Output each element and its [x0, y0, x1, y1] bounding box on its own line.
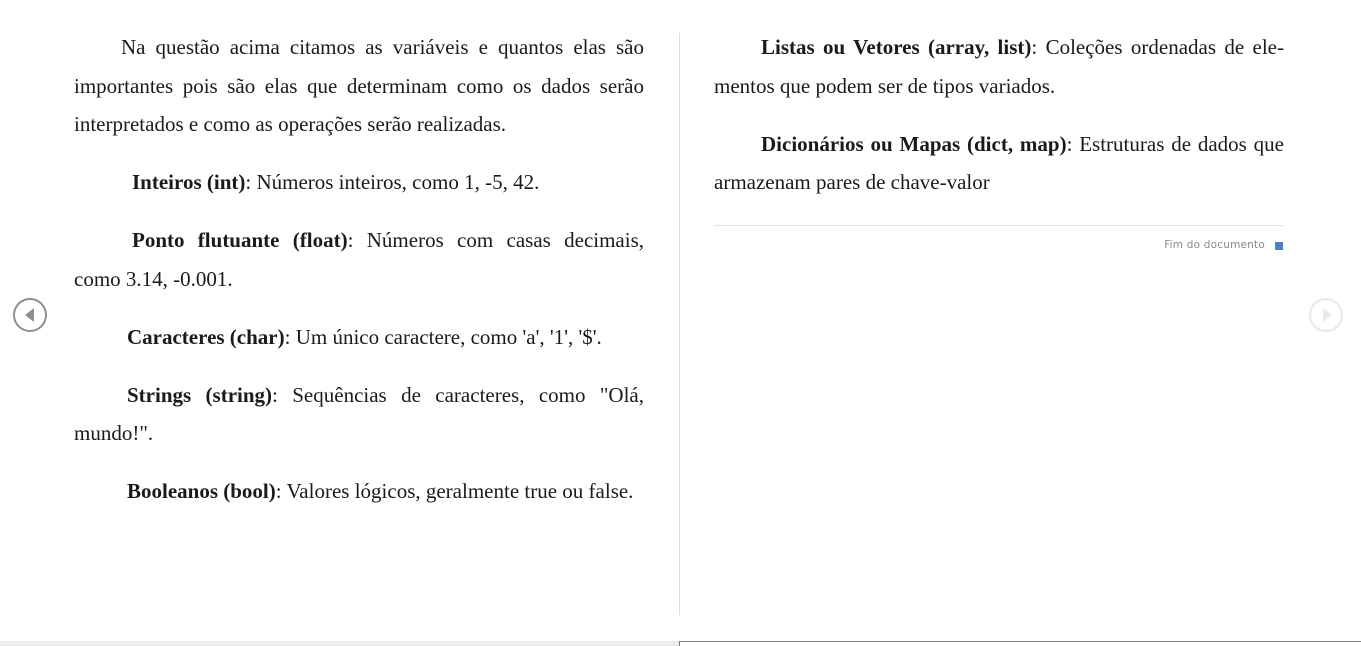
paragraph-dicionarios [714, 125, 1284, 202]
desc-inteiros: : Números inteiros, como 1, -5, 42. [245, 170, 540, 194]
term-listas: Listas ou Vetores (array, list) [761, 35, 1032, 59]
scrollbar-thumb[interactable] [679, 641, 1361, 646]
paragraph-caracteres [74, 318, 644, 357]
page-divider [679, 33, 680, 615]
chevron-right-icon [1311, 300, 1341, 330]
desc-caracteres: : Um único caractere, como 'a', '1', '$'. [284, 324, 602, 349]
intro-paragraph: Na questão acima citamos as variáveis e quantos elas são importantes pois são elas que determinam como os dados serão interpretados e como as operações serão realizadas. [74, 35, 644, 136]
desc-listas: : Coleções ordenadas de elementos que podem ser de tipos variados. [714, 35, 1284, 98]
end-of-document-marker-icon [1275, 242, 1283, 250]
paragraph-ponto-flutuante [74, 221, 644, 298]
paragraph-listas [714, 28, 1284, 105]
paragraph-inteiros [74, 163, 644, 202]
term-inteiros: Inteiros (int) [132, 170, 246, 194]
desc-dicionarios: : Estruturas de dados que armazenam pares de chave-valor [714, 131, 1284, 194]
desc-strings: : Sequências de caracteres, como "Olá, mundo!". [74, 382, 644, 445]
term-caracteres: Caracteres (char) [127, 324, 285, 349]
previous-page-button[interactable] [13, 298, 47, 332]
chevron-left-icon [15, 300, 45, 330]
term-dicionarios: Dicionários ou Mapas (dict, map) [761, 131, 1067, 156]
term-ponto-flutuante: Ponto flutuante (float) [132, 228, 348, 252]
paragraph-strings [74, 376, 644, 453]
next-page-button[interactable] [1309, 298, 1343, 332]
page-left [74, 28, 644, 511]
page-right [714, 28, 1284, 202]
desc-ponto-flutuante: : Números com casas decimais, como 3.14, -0.001. [74, 228, 645, 291]
paragraph-booleanos [74, 472, 644, 511]
end-of-document-rule [714, 225, 1284, 226]
term-strings: Strings (string) [127, 382, 273, 407]
desc-booleanos: : Valores lógicos, geralmente true ou false. [275, 479, 634, 503]
horizontal-scrollbar[interactable] [0, 641, 1361, 646]
term-booleanos: Booleanos (bool) [127, 479, 276, 503]
end-of-document-label: Fim do documento [1164, 239, 1265, 251]
